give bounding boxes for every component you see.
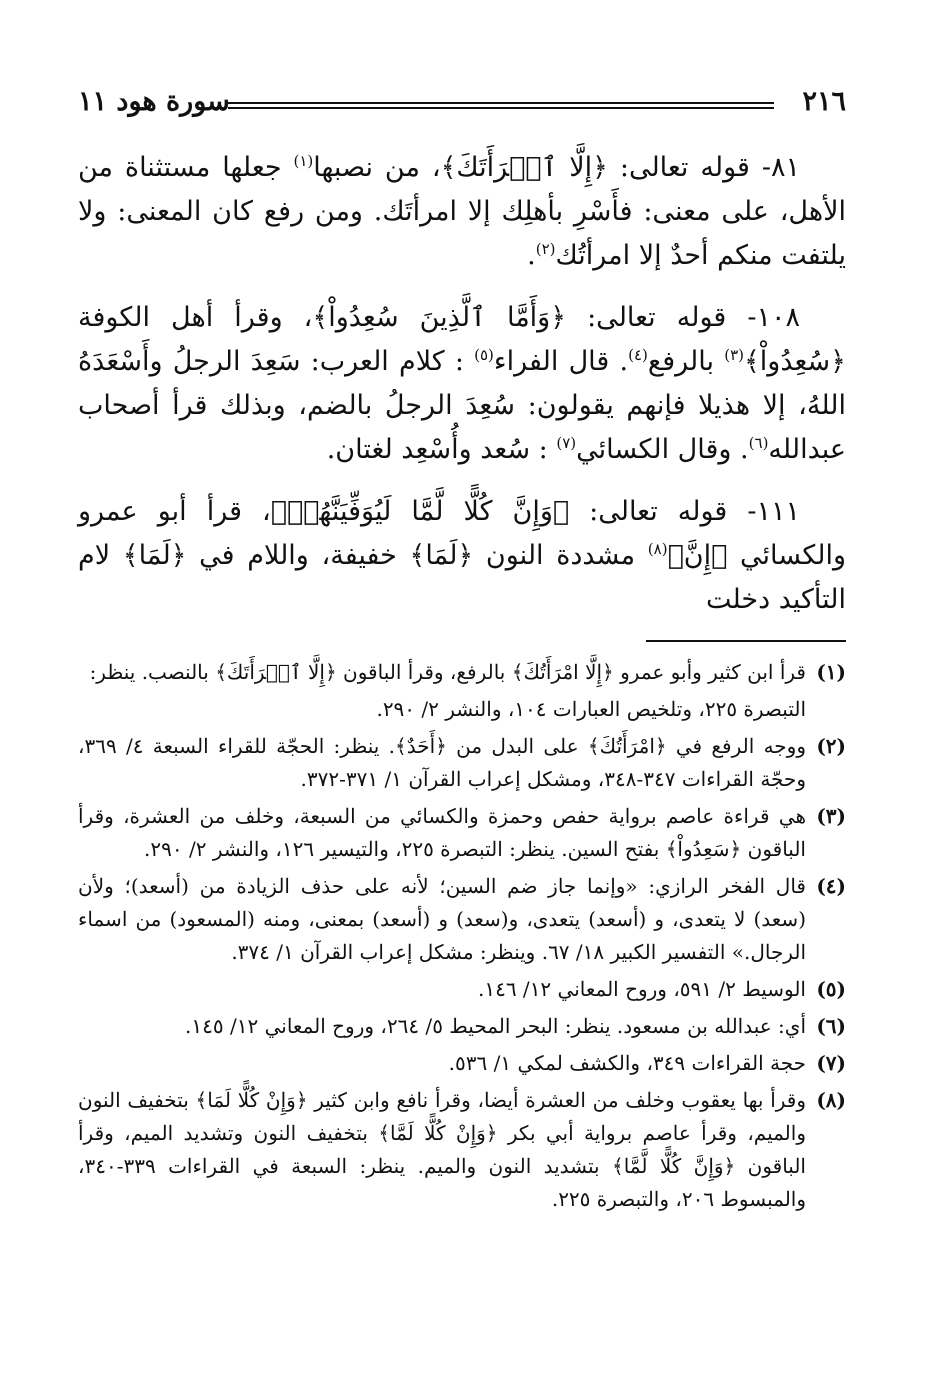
text-span: ، قرأ أبو عمرو والكسائي <box>78 496 847 571</box>
text-span: بالرفع <box>647 346 725 377</box>
footnote-ref[interactable]: (٥) <box>474 346 494 364</box>
footnotes <box>78 656 846 1216</box>
footnote <box>78 693 846 726</box>
page-number: ٢١٦ <box>802 86 846 117</box>
book-page <box>78 86 846 1342</box>
footnote-number <box>806 693 846 726</box>
footnote-ref[interactable]: (٧) <box>556 434 577 452</box>
text-span: جعلها مستثناة من الأهل، على معنى: فأَسْرِ بأهلِك إلا امرأتَك. ومن رفع كان المعنى: ولا يلتفت منكم أحدٌ إلا امرأتُك <box>78 152 846 271</box>
footnote-number: (٣) <box>816 804 846 828</box>
footnote <box>78 870 846 969</box>
footnote-ref[interactable]: (٤) <box>628 346 648 364</box>
footnote-text: قرأ ابن كثير وأبو عمرو ﴿إِلَّا امْرَأَتُكَ﴾ بالرفع، وقرأ الباقون ﴿إِلَّا ٱمۡرَأَتَكَ﴾ بالنصب. ينظر: <box>89 660 806 684</box>
footnote-number: (٥) <box>816 977 846 1001</box>
footnote-ref[interactable]: (١) <box>293 152 314 170</box>
quran-quote: ﴿لَمَا﴾ <box>409 540 474 571</box>
footnote-ref[interactable]: (٦) <box>748 434 769 452</box>
verse-lead: ١٠٨- قوله تعالى: <box>566 302 800 333</box>
verse-lead: ٨١- قوله تعالى: <box>607 152 800 183</box>
page-header <box>78 86 846 126</box>
footnote-number: (٢) <box>816 734 846 758</box>
footnote-text: قال الفخر الرازي: «وإنما جاز ضم السين؛ لأنه على حذف الزيادة من (أسعد)؛ ولأن (سعد) لا يتعدى، و (أسعد) يتعدى، و(سعد) و (أسعد) بمعنى، ومنه (المسعود) من اسماء الرجال.» التفسير الكبير ١٨/ ٦٧. وينظر: مشكل إعراب القرآن ١/ ٣٧٤. <box>78 874 806 964</box>
footnote <box>78 656 846 689</box>
footnote-number: (٧) <box>816 1051 846 1075</box>
footnote <box>78 1010 846 1043</box>
text-span: ، وقرأ أهل الكوفة <box>78 302 313 333</box>
text-span: : سُعد وأُسْعِد لغتان. <box>326 434 557 465</box>
main-text <box>78 146 846 622</box>
paragraph-111 <box>78 490 846 622</box>
footnote <box>78 1047 846 1080</box>
footnote-text: وقرأ بها يعقوب وخلف من العشرة أيضا، وقرأ نافع وابن كثير ﴿وَإِنْ كُلًّا لَمَا﴾ بتخفيف النون والميم، وقرأ عاصم برواية أبي بكر ﴿وَإِنْ كُلًّا لَمَّا﴾ بتخفيف النون وتشديد الميم، وقرأ الباقون ﴿وَإِنَّ كُلًّا لَّمَّا﴾ بتشديد النون والميم. ينظر: السبعة في القراءات ٣٣٩-٣٤٠، والمبسوط ٢٠٦، والتبصرة ٢٢٥. <box>78 1088 807 1211</box>
quran-quote: ﴿إِنَّ﴾ <box>667 540 728 571</box>
footnote <box>78 973 846 1006</box>
footnote-number: (٨) <box>816 1088 846 1112</box>
quran-quote: ﴿لَمَا﴾ <box>122 540 187 571</box>
paragraph-108 <box>78 296 846 472</box>
footnote-separator <box>646 640 846 642</box>
text-span: خفيفة، واللام في <box>186 540 410 571</box>
footnote-number: (٤) <box>816 874 846 898</box>
footnote-text: التبصرة ٢٢٥، وتلخيص العبارات ١٠٤، والنشر ٢/ ٢٩٠. <box>376 697 806 721</box>
quran-quote: ﴿سُعِدُواْ﴾ <box>743 346 846 377</box>
footnote-number: (٦) <box>816 1014 846 1038</box>
footnote-text: أي: عبدالله بن مسعود. ينظر: البحر المحيط ٥/ ٢٦٤، وروح المعاني ١٢/ ١٤٥. <box>185 1014 806 1038</box>
footnote-text: هي قراءة عاصم برواية حفص وحمزة والكسائي من السبعة، وخلف من العشرة، وقرأ الباقون ﴿سَعِدُواْ﴾ بفتح السين. ينظر: التبصرة ٢٢٥، والتيسير ١٢٦، والنشر ٢/ ٢٩٠. <box>78 804 806 861</box>
footnote-text: الوسيط ٢/ ٥٩١، وروح المعاني ١٢/ ١٤٦. <box>477 977 806 1001</box>
text-span: مشددة النون <box>473 540 648 571</box>
footnote-ref[interactable]: (٢) <box>535 240 556 258</box>
footnote <box>78 730 846 796</box>
paragraph-81 <box>78 146 846 278</box>
footnote-number: (١) <box>816 660 846 684</box>
text-span: . وقال الكسائي <box>576 434 749 465</box>
footnote-text: ووجه الرفع في ﴿امْرَأَتُكَ﴾ على البدل من ﴿أَحَدٌ﴾. ينظر: الحجّة للقراء السبعة ٤/ ٣٦٩، وحجّة القراءات ٣٤٧-٣٤٨، ومشكل إعراب القرآن ١/ ٣٧١-٣٧٢. <box>78 734 806 791</box>
surah-title: سورة هود ١١ <box>78 86 230 117</box>
quran-quote: ﴿إِلَّا ٱمۡرَأَتَكَ﴾ <box>440 152 608 183</box>
quran-quote: ﴿وَأَمَّا ٱلَّذِينَ سُعِدُواْ﴾ <box>312 302 567 333</box>
verse-lead: ١١١- قوله تعالى: <box>569 496 800 527</box>
header-double-rule <box>228 102 774 109</box>
text-span: : كلام العرب: سَعِدَ الرجلُ وأَسْعَدَهُ اللهُ، إلا هذيلا فإنهم يقولون: سُعِدَ الرجلُ بالضم، وبذلك قرأ أصحاب عبدالله <box>78 346 846 465</box>
footnote <box>78 1084 846 1216</box>
footnote-text: حجة القراءات ٣٤٩، والكشف لمكي ١/ ٥٣٦. <box>448 1051 806 1075</box>
footnote-ref[interactable]: (٣) <box>724 346 744 364</box>
quran-quote: ﴿وَإِنَّ كُلًّا لَّمَّا لَيُوَفِّيَنَّهُمۡ﴾ <box>270 496 570 527</box>
footnote <box>78 800 846 866</box>
text-span: . <box>527 240 536 271</box>
text-span: لام التأكيد دخلت <box>78 540 846 615</box>
footnote-ref[interactable]: (٨) <box>647 540 668 558</box>
text-span: . قال الفراء <box>493 346 629 377</box>
text-span: ، من نصبها <box>313 152 441 183</box>
